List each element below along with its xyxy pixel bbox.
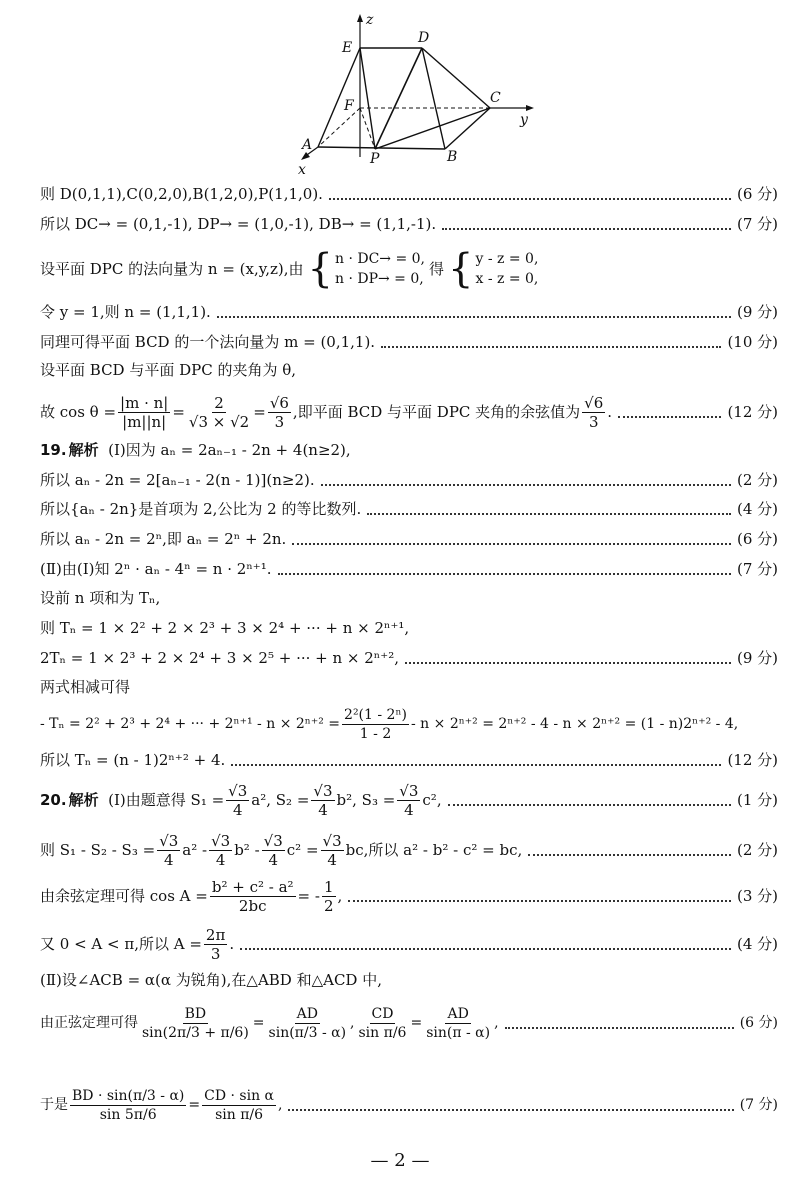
solution-line: 2Tₙ = 1 × 2³ + 2 × 2⁴ + 3 × 2⁵ + ··· + n × 2ⁿ⁺², (9 分) (40, 649, 778, 667)
score: (2 分) (736, 471, 778, 489)
solution-line: 设前 n 项和为 Tₙ, (40, 589, 161, 607)
label-F: F (344, 98, 354, 114)
label-D: D (418, 30, 430, 46)
label-B: B (447, 149, 458, 165)
edge-FP (360, 108, 375, 149)
page-number: — 2 — (370, 1150, 430, 1171)
score: (1 分) (736, 791, 778, 809)
solution-line: 所以 Tₙ = (n - 1)2ⁿ⁺² + 4. (12 分) (40, 751, 778, 769)
score: (4 分) (736, 500, 778, 518)
score: (9 分) (736, 303, 778, 321)
problem-19-heading: 19. 解析 (Ⅰ)因为 aₙ = 2aₙ₋₁ - 2n + 4(n≥2), (40, 441, 351, 459)
score: (2 分) (736, 841, 778, 859)
label-C: C (490, 90, 501, 106)
solution-line: 所以{aₙ - 2n}是首项为 2,公比为 2 的等比数列. (4 分) (40, 500, 778, 518)
score: (7 分) (739, 1097, 778, 1113)
score: (6 分) (739, 1015, 778, 1031)
label-P: P (370, 151, 380, 167)
solution-line: 则 S₁ - S₂ - S₃ = $\frac{√3}{4}$ a² - $\frac{√3}{4}$ b² - $\frac{√3}{4}$ c² = $\frac{√3}{4}$ bc,所以 a² - b² - c² = bc, (2 分) (40, 831, 778, 869)
solution-line: 设平面 DPC 的法向量为 n = (x,y,z),由 { n · DC→ = 0, n · DP→ = 0, 得 { y - z = 0, x - z = 0, (40, 246, 539, 292)
equation-system: { y - z = 0, x - z = 0, (448, 246, 539, 292)
score: (4 分) (736, 935, 778, 953)
label-E: E (342, 40, 353, 56)
score: (3 分) (736, 887, 778, 905)
solution-line: 所以 aₙ - 2n = 2ⁿ,即 aₙ = 2ⁿ + 2n. (6 分) (40, 530, 778, 548)
solution-line: 令 y = 1,则 n = (1,1,1). (9 分) (40, 303, 778, 321)
label-A: A (302, 137, 313, 153)
solution-line: 由余弦定理可得 cos A = $\frac{\text{b² + c² - a²}}{2bc}$ = - $\frac{1}{2}$ , (3 分) (40, 877, 778, 915)
edge-BC (445, 108, 490, 149)
score: (12 分) (727, 751, 778, 769)
equation-system: { n · DC→ = 0, n · DP→ = 0, (307, 246, 426, 292)
solution-line: 设平面 BCD 与平面 DPC 的夹角为 θ, (40, 361, 297, 379)
solution-line: 所以 aₙ - 2n = 2[aₙ₋₁ - 2(n - 1)](n≥2). (2 分) (40, 471, 778, 489)
problem-20-heading: 20. 解析 (Ⅰ)由题意得 S₁ = $\frac{√3}{4}$ a², S₂ = $\frac{√3}{4}$ b², S₃ = $\frac{√3}{4}$ c², (1 分) (40, 781, 778, 819)
label-z: z (366, 12, 374, 28)
score: (6 分) (736, 530, 778, 548)
label-x: x (298, 162, 306, 178)
solution-line: 同理可得平面 BCD 的一个法向量为 m = (0,1,1). (10 分) (40, 333, 778, 351)
z-axis-arrow (357, 14, 363, 22)
solution-line: 由正弦定理可得 $\frac{BD}{\sin(2\pi/3 + \pi/6)}$ = $\frac{AD}{\sin(\pi/3 - \alpha)}$ , $\frac{CD}{\text{sin π/6}}$ = $\frac{AD}{\sin(\pi - \alpha)}$ , (6 分) (40, 1005, 778, 1041)
solution-line: 故 cos θ = $\frac{|m \cdot n|}{|m||n|}$ = $\frac{2}{√3 \times √2}$ = $\frac{√6}{3}$ ,即平面 BCD 与平面 DPC 夹角的余弦值为 $\frac{√6}{3}$ . (12 分) (40, 393, 778, 431)
solution-line: (Ⅱ)设∠ACB = α(α 为锐角),在△ABD 和△ACD 中, (40, 971, 382, 989)
solution-line: (Ⅱ)由(Ⅰ)知 2ⁿ · aₙ - 4ⁿ = n · 2ⁿ⁺¹. (7 分) (40, 560, 778, 578)
geometry-figure (290, 12, 550, 180)
y-axis-arrow (526, 105, 534, 111)
solution-line: 两式相减可得 (40, 678, 131, 696)
solution-line: - Tₙ = 2² + 2³ + 2⁴ + ··· + 2ⁿ⁺¹ - n × 2ⁿ⁺² = $\frac{\text{2²(1 - 2ⁿ)}}{1 - 2}$ - n × 2ⁿ⁺² = 2ⁿ⁺² - 4 - n × 2ⁿ⁺² = (1 - n)2ⁿ⁺² - 4, (40, 706, 739, 742)
score: (10 分) (727, 333, 778, 351)
score: (6 分) (736, 185, 778, 203)
score: (12 分) (727, 403, 778, 421)
solution-line: 则 Tₙ = 1 × 2² + 2 × 2³ + 3 × 2⁴ + ··· + n × 2ⁿ⁺¹, (40, 619, 410, 637)
score: (9 分) (736, 649, 778, 667)
solution-line: 又 0 < A < π,所以 A = $\frac{2\pi}{3}$ . (4 分) (40, 925, 778, 963)
score: (7 分) (736, 215, 778, 233)
label-y: y (520, 112, 528, 128)
solution-line: 于是 $\frac{BD \cdot \sin(\pi/3 - \alpha)}{\sin 5\pi/6}$ = $\frac{\text{CD · sin α}}{\text{sin π/6}}$ , (7 分) (40, 1087, 778, 1123)
solution-line: 则 D(0,1,1),C(0,2,0),B(1,2,0),P(1,1,0). (6 分) (40, 185, 778, 203)
edge-DP (375, 48, 422, 149)
score: (7 分) (736, 560, 778, 578)
edge-PC (375, 108, 490, 149)
edge-DB (422, 48, 445, 149)
edge-DC (422, 48, 490, 108)
solution-line: 所以 DC→ = (0,1,-1), DP→ = (1,0,-1), DB→ = (1,1,-1). (7 分) (40, 215, 778, 233)
edge-EP (360, 48, 375, 149)
